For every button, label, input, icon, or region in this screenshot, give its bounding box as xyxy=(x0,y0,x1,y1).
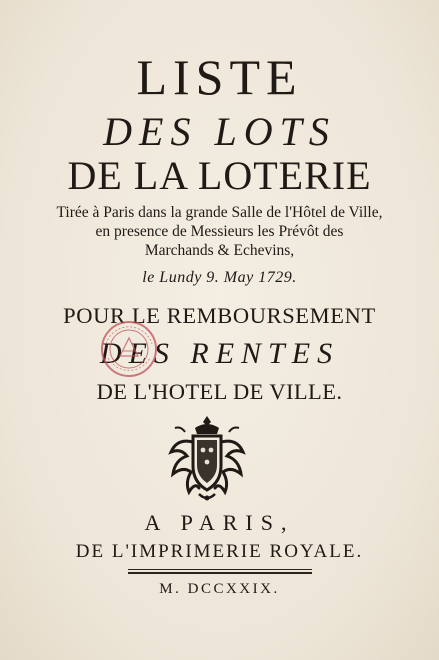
imprint-year: M. DCCXXIX. xyxy=(159,581,280,597)
purpose-line-2: DES RENTES xyxy=(99,337,340,370)
subtitle-line-2: en presence de Messieurs les Prévôt des xyxy=(95,223,344,240)
purpose-line-1: POUR LE REMBOURSEMENT xyxy=(63,303,376,328)
imprint-city: A PARIS, xyxy=(144,510,295,535)
imprint-printer: DE L'IMPRIMERIE ROYALE. xyxy=(75,541,364,562)
library-stamp-icon xyxy=(98,318,160,380)
imprint-rule-bottom xyxy=(128,572,312,574)
title-line-des-lots: DES LOTS xyxy=(103,109,336,154)
imprint-rule-top xyxy=(128,569,312,570)
title-line-liste: LISTE xyxy=(136,49,303,105)
subtitle-line-3: Marchands & Echevins, xyxy=(144,242,295,259)
purpose-line-3: DE L'HOTEL DE VILLE. xyxy=(96,379,343,404)
date-line: le Lundy 9. May 1729. xyxy=(142,269,297,286)
royal-arms-emblem-icon xyxy=(163,412,251,504)
title-line-de-la-loterie: DE LA LOTERIE xyxy=(67,153,372,198)
subtitle-line-1: Tirée à Paris dans la grande Salle de l'Hôtel de Ville, xyxy=(56,204,383,221)
